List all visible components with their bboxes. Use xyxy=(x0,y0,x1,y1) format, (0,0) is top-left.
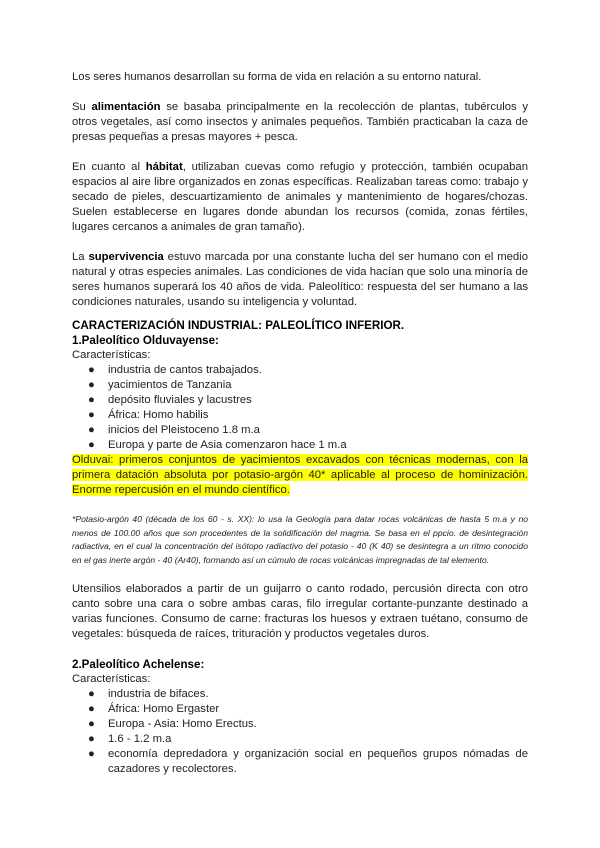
bullet-icon: ● xyxy=(88,733,95,745)
intro-paragraph-survival xyxy=(72,250,528,310)
list-item xyxy=(72,363,528,378)
habitat-text-pre: En cuanto al xyxy=(72,161,146,173)
olduvayense-heading: 1.Paleolítico Olduvayense: xyxy=(72,334,219,347)
food-text-pre: Su xyxy=(72,101,92,113)
list-item-text: 1.6 - 1.2 m.a xyxy=(108,733,172,745)
habitat-text-post: , utilizaban cuevas como refugio y protección, también ocupaban espacios al aire libre organizados en zonas específicas. Realizaban tareas como: trabajo y secado de pieles, descuartizamiento de animales y mantenimiento de hogares/chozas. Suelen establecerse en lugares donde abundan los recursos (comida, zonas fértiles, lugares cercanos a animales de gran tamaño). xyxy=(72,161,528,233)
list-item-text: economía depredadora y organización social en pequeños grupos nómadas de cazadores y recolectores. xyxy=(108,748,528,775)
olduvayense-characteristics-label: Características: xyxy=(72,349,151,361)
bullet-icon: ● xyxy=(88,394,95,406)
olduvayense-list xyxy=(72,363,528,453)
list-item-text: África: Homo Ergaster xyxy=(108,703,220,715)
list-item-text: Europa - Asia: Homo Erectus. xyxy=(108,718,257,730)
list-item-text: Europa y parte de Asia comenzaron hace 1 m.a xyxy=(108,439,347,451)
bullet-icon: ● xyxy=(88,748,95,760)
list-item-text: depósito fluviales y lacustres xyxy=(108,394,252,406)
list-item xyxy=(72,408,528,423)
list-item-text: África: Homo habilis xyxy=(108,409,209,421)
survival-text-pre: La xyxy=(72,251,89,263)
section-title: CARACTERIZACIÓN INDUSTRIAL: PALEOLÍTICO INFERIOR. xyxy=(72,319,405,332)
achelense-heading: 2.Paleolítico Achelense: xyxy=(72,658,205,671)
bullet-icon: ● xyxy=(88,409,95,421)
list-item xyxy=(72,378,528,393)
olduvai-highlight-text: Olduvai: primeros conjuntos de yacimientos excavados con técnicas modernas, con la primera datación absoluta por potasio-argón 40* aplicable al proceso de hominización. Enorme repercusión en el mundo científico. xyxy=(72,454,528,496)
survival-text-post: estuvo marcada por una constante lucha del ser humano con el medio natural y otras especies animales. Las condiciones de vida hacían que solo una minoría de seres humanos superará los 40 años de vida. Paleolítico: respuesta del ser humano a las condiciones naturales, usando su inteligencia y voluntad. xyxy=(72,251,528,308)
achelense-characteristics-label: Características: xyxy=(72,673,151,685)
list-item xyxy=(72,747,528,777)
habitat-keyword: hábitat xyxy=(145,161,183,173)
bullet-icon: ● xyxy=(88,703,95,715)
intro-paragraph-food xyxy=(72,100,528,145)
list-item-text: industria de cantos trabajados. xyxy=(108,364,262,376)
bullet-icon: ● xyxy=(88,379,95,391)
bullet-icon: ● xyxy=(88,364,95,376)
bullet-icon: ● xyxy=(88,424,95,436)
bullet-icon: ● xyxy=(88,439,95,451)
document-page xyxy=(72,70,528,777)
intro-paragraph-habitat xyxy=(72,160,528,235)
survival-keyword: supervivencia xyxy=(88,251,164,263)
potassium-argon-footnote: *Potasio-argón 40 (década de los 60 - s. XX): lo usa la Geología para datar rocas volcánicas de hasta 5 m.a y no menos de 100.00 años que son procedentes de la solidificación del magma. Se basa en el ppcio. de desintegración radiactiva, en el cual la concentración del isótopo radiactivo del potasio - 40 (K 40) se desintegra a un ritmo conocido en el gas inerte argón - 40 (Ar40), formando así un cúmulo de rocas volcánicas impregnadas de tal elemento. xyxy=(72,514,528,565)
list-item xyxy=(72,702,528,717)
bullet-icon: ● xyxy=(88,718,95,730)
tools-paragraph: Utensilios elaborados a partir de un guijarro o canto rodado, percusión directa con otro canto sobre una cara o sobre ambas caras, filo irregular cortante-punzante destinado a varias funciones. Consumo de carne: fracturas los huesos y extraen tuétano, consumo de vegetales: búsqueda de raíces, trituración y productos vegetales duros. xyxy=(72,583,528,640)
bullet-icon: ● xyxy=(88,688,95,700)
list-item xyxy=(72,732,528,747)
food-keyword: alimentación xyxy=(91,101,161,113)
list-item xyxy=(72,423,528,438)
list-item xyxy=(72,393,528,408)
list-item-text: industria de bifaces. xyxy=(108,688,209,700)
list-item xyxy=(72,438,528,453)
olduvai-highlight xyxy=(72,453,528,498)
list-item-text: inicios del Pleistoceno 1.8 m.a xyxy=(108,424,260,436)
list-item xyxy=(72,717,528,732)
list-item xyxy=(72,687,528,702)
food-text-post: se basaba principalmente en la recolección de plantas, tubérculos y otros vegetales, así como insectos y animales pequeños. También practicaban la caza de presas pequeñas a presas mayores + pesca. xyxy=(72,101,528,143)
achelense-list xyxy=(72,687,528,777)
intro-paragraph-1: Los seres humanos desarrollan su forma de vida en relación a su entorno natural. xyxy=(72,71,482,83)
list-item-text: yacimientos de Tanzania xyxy=(108,379,232,391)
